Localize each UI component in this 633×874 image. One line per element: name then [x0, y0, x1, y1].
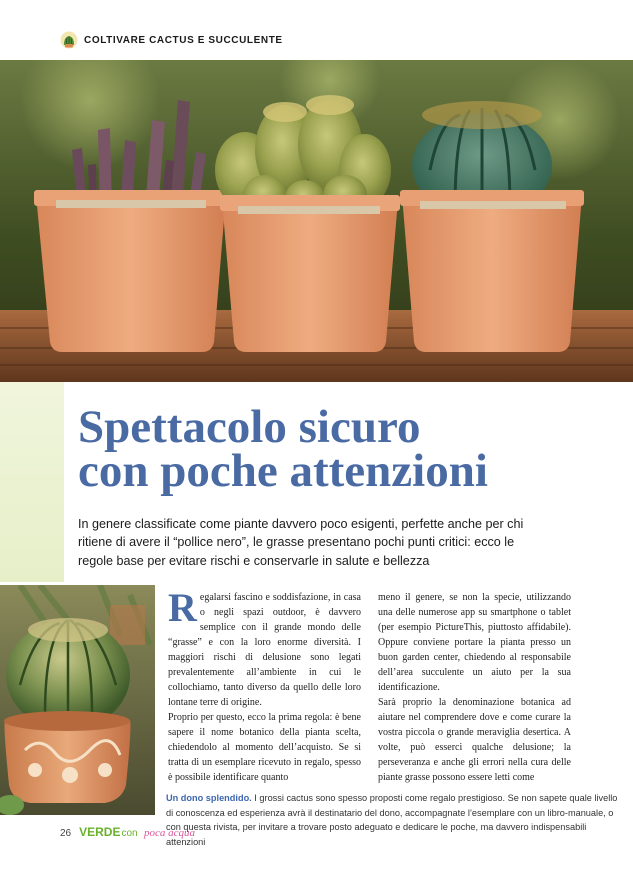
body-paragraph: Proprio per questo, ecco la prima regola: è bene sapere il nome botanico della pianta scelta, chiedendolo al momento dell’acquisto. Se si tratta di un esemplare ricevuto in regalo, spesso è possibile identificare quanto	[168, 712, 361, 783]
section-rubric	[60, 31, 283, 49]
title-line-1: Spettacolo sicuro	[78, 401, 421, 453]
body-column-2	[378, 590, 571, 785]
brand-name: VERDE	[79, 825, 121, 839]
caption-lead: Un dono splendido.	[166, 793, 252, 803]
title-line-2: con poche attenzioni	[78, 445, 488, 497]
hero-photo	[0, 60, 633, 382]
brand-tagline: poca acqua	[144, 827, 196, 839]
magazine-brand	[79, 823, 195, 841]
drop-cap: R	[168, 585, 197, 630]
page-footer	[60, 823, 195, 841]
body-paragraph: Sarà proprio la denominazione botanica ad aiutare nel comprendere dove e come curare la vostra piccola o grande meraviglia desertica. A volte, può esserci qualche delusione; la perseveranza e anche gli errori nella cura delle piante grasse possono essere letti come	[378, 697, 571, 783]
caption-text: I grossi cactus sono spesso proposti come regalo prestigioso. Se non sapete quale livello di conoscenza ed esperienza avrà il destinatario del dono, accompagnate l’esemplare con un libro-manuale, o con questa rivista, per invitare a trovare posto adeguato e dedicare le poche, ma davvero indispensabili attenzioni	[166, 793, 618, 847]
cactus-icon	[60, 31, 78, 49]
rubric-label: COLTIVARE CACTUS E SUCCULENTE	[84, 34, 283, 46]
article-lede: In genere classificate come piante davvero poco esigenti, perfette anche per chi ritiene di avere il “pollice nero”, le grasse presentano pochi punti critici: ecco le regole base per evitare rischi e conservarle in salute e bellezza	[78, 517, 524, 568]
photo-caption	[166, 791, 621, 849]
brand-con: con	[121, 828, 138, 839]
barrel-cactus-photo	[0, 585, 155, 815]
body-paragraph: meno il genere, se non la specie, utilizzando una delle numerose app su smartphone o tablet (per esempio PictureThis, piuttosto affidabile). Oppure conviene portare la pianta presso un buon garden center, chiedendo al responsabile dell’area succulente un aiuto per la sua identificazione.	[378, 592, 571, 693]
body-column-1	[168, 585, 361, 785]
body-paragraph: Regalarsi fascino e soddisfazione, in casa o negli spazi outdoor, è davvero semplice con il grande mondo delle “grasse” e con la loro enorme diversità. I maggiori rischi di delusione sono legati prevalentemente all’ambiente in cui le collochiamo, tanto diverso da quello delle loro lontane terre di origine.	[168, 585, 361, 708]
decorative-band	[0, 382, 64, 582]
page-number: 26	[60, 828, 72, 839]
article-title	[78, 401, 618, 497]
